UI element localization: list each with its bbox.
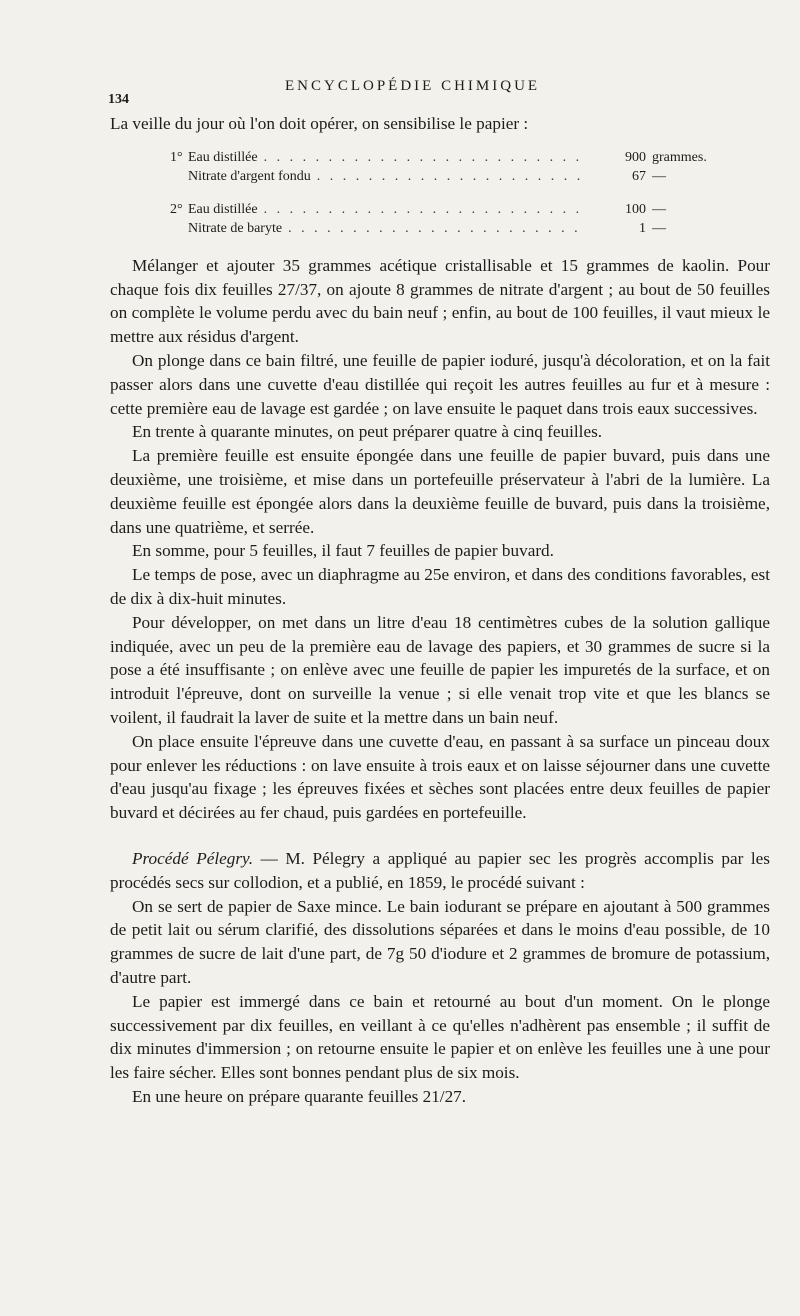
ingredient-quantity: 900 [625,149,646,165]
recipe-row [170,202,730,221]
ingredient-name: Eau distillée [188,149,258,165]
body-paragraph: Le temps de pose, avec un diaphragme au 25e environ, et dans des conditions favorables, est de dix à dix-huit minutes. [110,565,770,608]
ingredient-name: Eau distillée [188,201,258,217]
recipe-group-2 [170,202,770,240]
ingredient-name: Nitrate d'argent fondu [188,168,311,184]
recipe-row [170,221,730,240]
body-paragraph: Mélanger et ajouter 35 grammes acétique cristallisable et 15 grammes de kaolin. Pour chaque fois dix feuilles 27/37, on ajoute 8 grammes de nitrate d'argent ; au bout de 50 feuilles on complète le volume perdu avec du bain neuf ; enfin, au bout de 100 feuilles, il vaut mieux le mettre aux résidus d'argent. [110,255,770,347]
recipe-number: 1° [170,149,183,165]
section-lead-text: — M. Pélegry a appliqué au papier sec les progrès accomplis par les procédés secs sur collodion, et a publié, en 1859, le procédé suivant : [110,848,770,892]
ingredient-unit: — [652,201,666,217]
dot-leader [264,202,582,218]
recipe-row [170,169,730,188]
body-paragraph: En somme, pour 5 feuilles, il faut 7 feuilles de papier buvard. [132,541,554,561]
body-paragraph: On place ensuite l'épreuve dans une cuvette d'eau, en passant à sa surface un pinceau doux pour enlever les réductions : on lave ensuite à trois eaux et on laisse séjourner dans une cuvette d'eau jusqu'au fixage ; les épreuves fixées et sèches sont placées entre deux feuilles de papier buvard et décirées au fer chaud, puis gardées en portefeuille. [110,731,770,823]
page-header [110,72,770,112]
body-paragraph: Le papier est immergé dans ce bain et retourné au bout d'un moment. On le plonge successivement par dix feuilles, en veillant à ce qu'elles n'adhèrent pas ensemble ; il suffit de dix minutes d'immersion ; on retourne ensuite le papier et on enlève les feuilles une à une pour les faire sécher. Elles sont bonnes pendant plus de six mois. [110,991,770,1083]
ingredient-quantity: 1 [639,220,646,236]
ingredient-quantity: 100 [625,201,646,217]
body-paragraph: En une heure on prépare quarante feuilles 21/27. [132,1086,467,1106]
recipe-group-1 [170,150,770,188]
body-paragraph: La première feuille est ensuite épongée dans une feuille de papier buvard, puis dans une deuxième, une troisième, et mise dans un portefeuille préservateur à l'abri de la lumière. La deuxième feuille est épongée alors dans la deuxième feuille de buvard, puis dans la troisième, dans une quatrième, et serrée. [110,446,770,537]
ingredient-unit: — [652,168,666,184]
running-head: ENCYCLOPÉDIE CHIMIQUE [285,78,541,94]
body-paragraph: On se sert de papier de Saxe mince. Le bain iodurant se prépare en ajoutant à 500 grammes de petit lait ou sérum clarifié, des dissolutions séparées et dans le moins d'eau possible, de 10 grammes de sucre de lait d'une part, de 7g 50 d'iodure et 2 grammes de bromure de potassium, d'autre part. [110,896,770,987]
recipe-number: 2° [170,201,183,217]
recipe-list [170,150,770,240]
body-paragraph: On plonge dans ce bain filtré, une feuille de papier ioduré, jusqu'à décoloration, et on la fait passer alors dans une cuvette d'eau distillée qui reçoit les autres feuilles au fur et à mesure : cette première eau de lavage est gardée ; on lave ensuite le paquet dans trois eaux successives. [110,350,770,418]
dot-leader [317,169,582,185]
body-paragraph: En trente à quarante minutes, on peut préparer quatre à cinq feuilles. [132,422,603,442]
section-title: Procédé Pélegry. [132,848,253,868]
dot-leader [288,221,582,237]
body-paragraph: Pour développer, on met dans un litre d'eau 18 centimètres cubes de la solution gallique indiquée, avec un peu de la première eau de lavage des papiers, et 30 grammes de sucre si la pose a été insuffisante ; on enlève avec une feuille de papier les impuretés de la surface, et on introduit l'épreuve, dont on surveille la venue ; si elle venait trop vite et que les blancs se voilent, il faudrait la laver de suite et la mettre dans un bain neuf. [110,612,770,727]
page-number: 134 [108,92,129,107]
recipe-row [170,150,730,169]
ingredient-name: Nitrate de baryte [188,220,283,236]
ingredient-quantity: 67 [632,168,646,184]
ingredient-unit: — [652,220,666,236]
intro-paragraph: La veille du jour où l'on doit opérer, on sensibilise le papier : [110,114,529,133]
section-lead-paragraph [110,847,770,895]
ingredient-unit: grammes. [652,149,707,165]
dot-leader [264,150,582,166]
